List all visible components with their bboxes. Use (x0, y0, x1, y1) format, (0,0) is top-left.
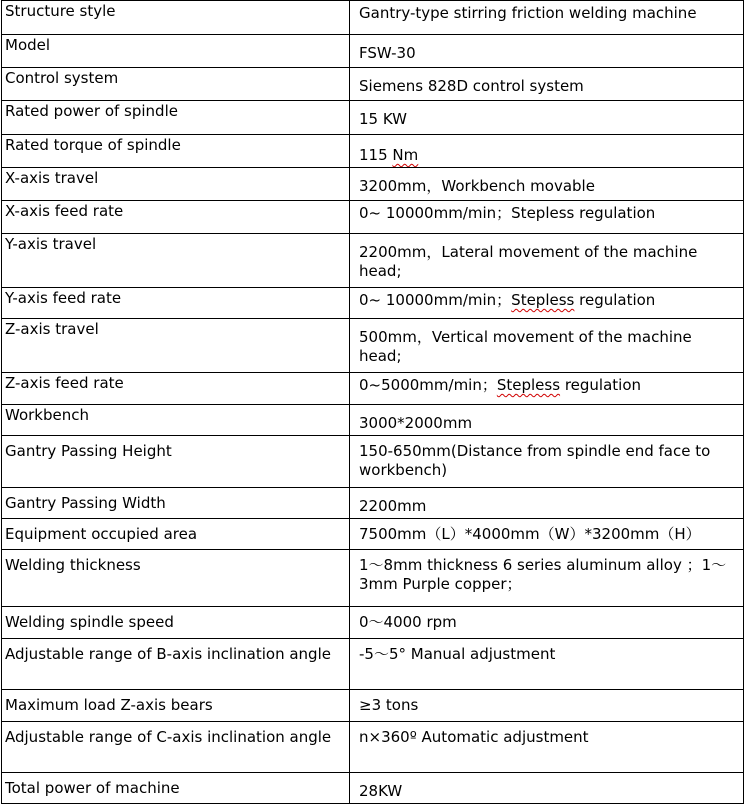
value-cell: 28KW (350, 773, 744, 804)
parameter-cell: Rated power of spindle (2, 101, 350, 135)
value-cell: 3000*2000mm (350, 405, 744, 436)
parameter-cell: Workbench (2, 405, 350, 436)
table-row (2, 405, 744, 436)
value-text: regulation (574, 291, 656, 309)
value-cell: 0~ 10000mm/min；Stepless regulation (350, 201, 744, 234)
table-row (2, 101, 744, 135)
value-cell (350, 135, 744, 168)
parameter-cell: Y-axis travel (2, 234, 350, 288)
spellcheck-underline: Nm (392, 146, 419, 164)
value-cell: 2200mm，Lateral movement of the machine head; (350, 234, 744, 288)
spellcheck-underline: Stepless (511, 291, 575, 309)
table-row (2, 168, 744, 201)
parameter-cell: Control system (2, 68, 350, 101)
spellcheck-underline: Stepless (496, 376, 561, 394)
value-cell: n×360º Automatic adjustment (350, 722, 744, 773)
value-text: regulation (560, 376, 642, 394)
parameter-cell: Gantry Passing Width (2, 488, 350, 519)
parameter-cell: X-axis feed rate (2, 201, 350, 234)
parameter-cell: Adjustable range of B-axis inclination angle (2, 639, 350, 690)
value-cell: 7500mm（L）*4000mm（W）*3200mm（H） (350, 519, 744, 550)
parameter-cell: Z-axis feed rate (2, 373, 350, 405)
parameter-cell: Z-axis travel (2, 319, 350, 373)
value-cell: ≥3 tons (350, 690, 744, 722)
value-cell (350, 288, 744, 319)
value-cell: -5～5° Manual adjustment (350, 639, 744, 690)
table-row (2, 234, 744, 288)
parameter-cell: Structure style (2, 1, 350, 35)
parameter-cell: Welding thickness (2, 550, 350, 607)
value-cell: 15 KW (350, 101, 744, 135)
table-row (2, 519, 744, 550)
value-cell: 500mm，Vertical movement of the machine head; (350, 319, 744, 373)
table-row (2, 436, 744, 488)
parameter-cell: Equipment occupied area (2, 519, 350, 550)
table-row (2, 1, 744, 35)
value-cell (350, 373, 744, 405)
parameter-cell: X-axis travel (2, 168, 350, 201)
table-row (2, 639, 744, 690)
value-cell: Siemens 828D control system (350, 68, 744, 101)
table-row (2, 550, 744, 607)
table-row (2, 201, 744, 234)
parameter-cell: Maximum load Z-axis bears (2, 690, 350, 722)
parameter-cell: Model (2, 35, 350, 68)
parameter-cell: Gantry Passing Height (2, 436, 350, 488)
table-row (2, 722, 744, 773)
parameter-cell: Adjustable range of C-axis inclination angle (2, 722, 350, 773)
value-cell: 2200mm (350, 488, 744, 519)
table-row (2, 488, 744, 519)
table-row (2, 607, 744, 639)
table-row (2, 373, 744, 405)
value-text: 0~5000mm/min； (359, 376, 497, 394)
parameter-cell: Y-axis feed rate (2, 288, 350, 319)
table-row (2, 319, 744, 373)
value-cell: FSW-30 (350, 35, 744, 68)
parameter-cell: Total power of machine (2, 773, 350, 804)
table-row (2, 35, 744, 68)
parameter-cell: Rated torque of spindle (2, 135, 350, 168)
table-row (2, 690, 744, 722)
value-cell: 3200mm，Workbench movable (350, 168, 744, 201)
table-row (2, 68, 744, 101)
parameter-cell: Welding spindle speed (2, 607, 350, 639)
value-text: 0~ 10000mm/min； (359, 291, 512, 309)
value-text: 115 (359, 146, 393, 164)
value-cell: 1～8mm thickness 6 series aluminum alloy ；1～3mm Purple copper； (350, 550, 744, 607)
value-cell: 0～4000 rpm (350, 607, 744, 639)
table-row (2, 135, 744, 168)
table-row (2, 288, 744, 319)
value-cell: 150-650mm(Distance from spindle end face to workbench) (350, 436, 744, 488)
value-cell: Gantry-type stirring friction welding machine (350, 1, 744, 35)
specification-table (1, 0, 744, 804)
table-row (2, 773, 744, 804)
